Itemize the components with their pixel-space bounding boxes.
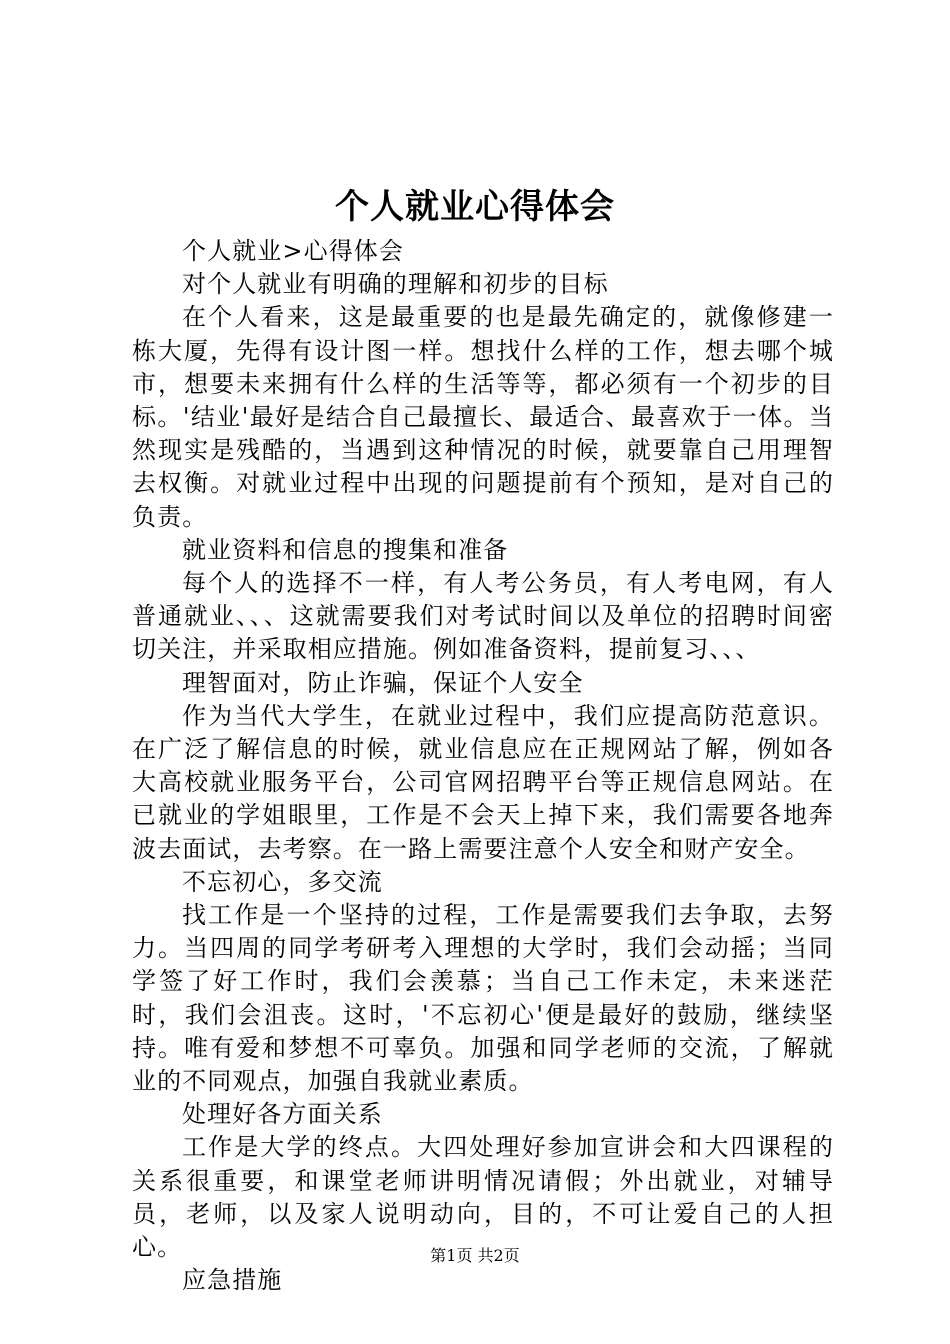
paragraph: 每个人的选择不一样，有人考公务员，有人考电网，有人普通就业、、、这就需要我们对考试时间以及单位的招聘时间密切关注，并采取相应措施。例如准备资料，提前复习、、、 [132, 569, 834, 664]
paragraph: 在个人看来，这是最重要的也是最先确定的，就像修建一栋大厦，先得有设计图一样。想找什么样的工作，想去哪个城市，想要未来拥有什么样的生活等等，都必须有一个初步的目标。'结业'最好是结合自己最擅长、最适合、最喜欢于一体。当然现实是残酷的，当遇到这种情况的时候，就要靠自己用理智去权衡。对就业过程中出现的问题提前有个预知，是对自己的负责。 [132, 303, 834, 531]
page-footer: 第1页 共2页 [430, 1246, 520, 1265]
section-heading: 就业资料和信息的搜集和准备 [182, 535, 509, 564]
paragraph: 工作是大学的终点。大四处理好参加宣讲会和大四课程的关系很重要，和课堂老师讲明情况请假；外出就业，对辅导员，老师，以及家人说明动向，目的，不可让爱自己的人担心。 [132, 1133, 834, 1262]
section-heading: 不忘初心，多交流 [182, 867, 383, 896]
paragraph: 个人就业>心得体会 [182, 237, 405, 265]
section-heading: 处理好各方面关系 [182, 1100, 383, 1129]
section-heading: 理智面对，防止诈骗，保证个人安全 [182, 668, 584, 697]
paragraph: 找工作是一个坚持的过程，工作是需要我们去争取，去努力。当四周的同学考研考入理想的大学时，我们会动摇；当同学签了好工作时，我们会羡慕；当自己工作未定，未来迷茫时，我们会沮丧。这时，'不忘初心'便是最好的鼓励，继续坚持。唯有爱和梦想不可辜负。加强和同学老师的交流，了解就业的不同观点，加强自我就业素质。 [132, 901, 834, 1096]
paragraph: 作为当代大学生，在就业过程中，我们应提高防范意识。在广泛了解信息的时候，就业信息应在正规网站了解，例如各大高校就业服务平台，公司官网招聘平台等正规信息网站。在已就业的学姐眼里，工作是不会天上掉下来，我们需要各地奔波去面试，去考察。在一路上需要注意个人安全和财产安全。 [132, 701, 834, 863]
document-body [132, 235, 834, 1298]
document-title: 个人就业心得体会 [335, 187, 615, 227]
section-heading: 对个人就业有明确的理解和初步的目标 [182, 270, 609, 299]
section-heading: 应急措施 [182, 1266, 283, 1295]
